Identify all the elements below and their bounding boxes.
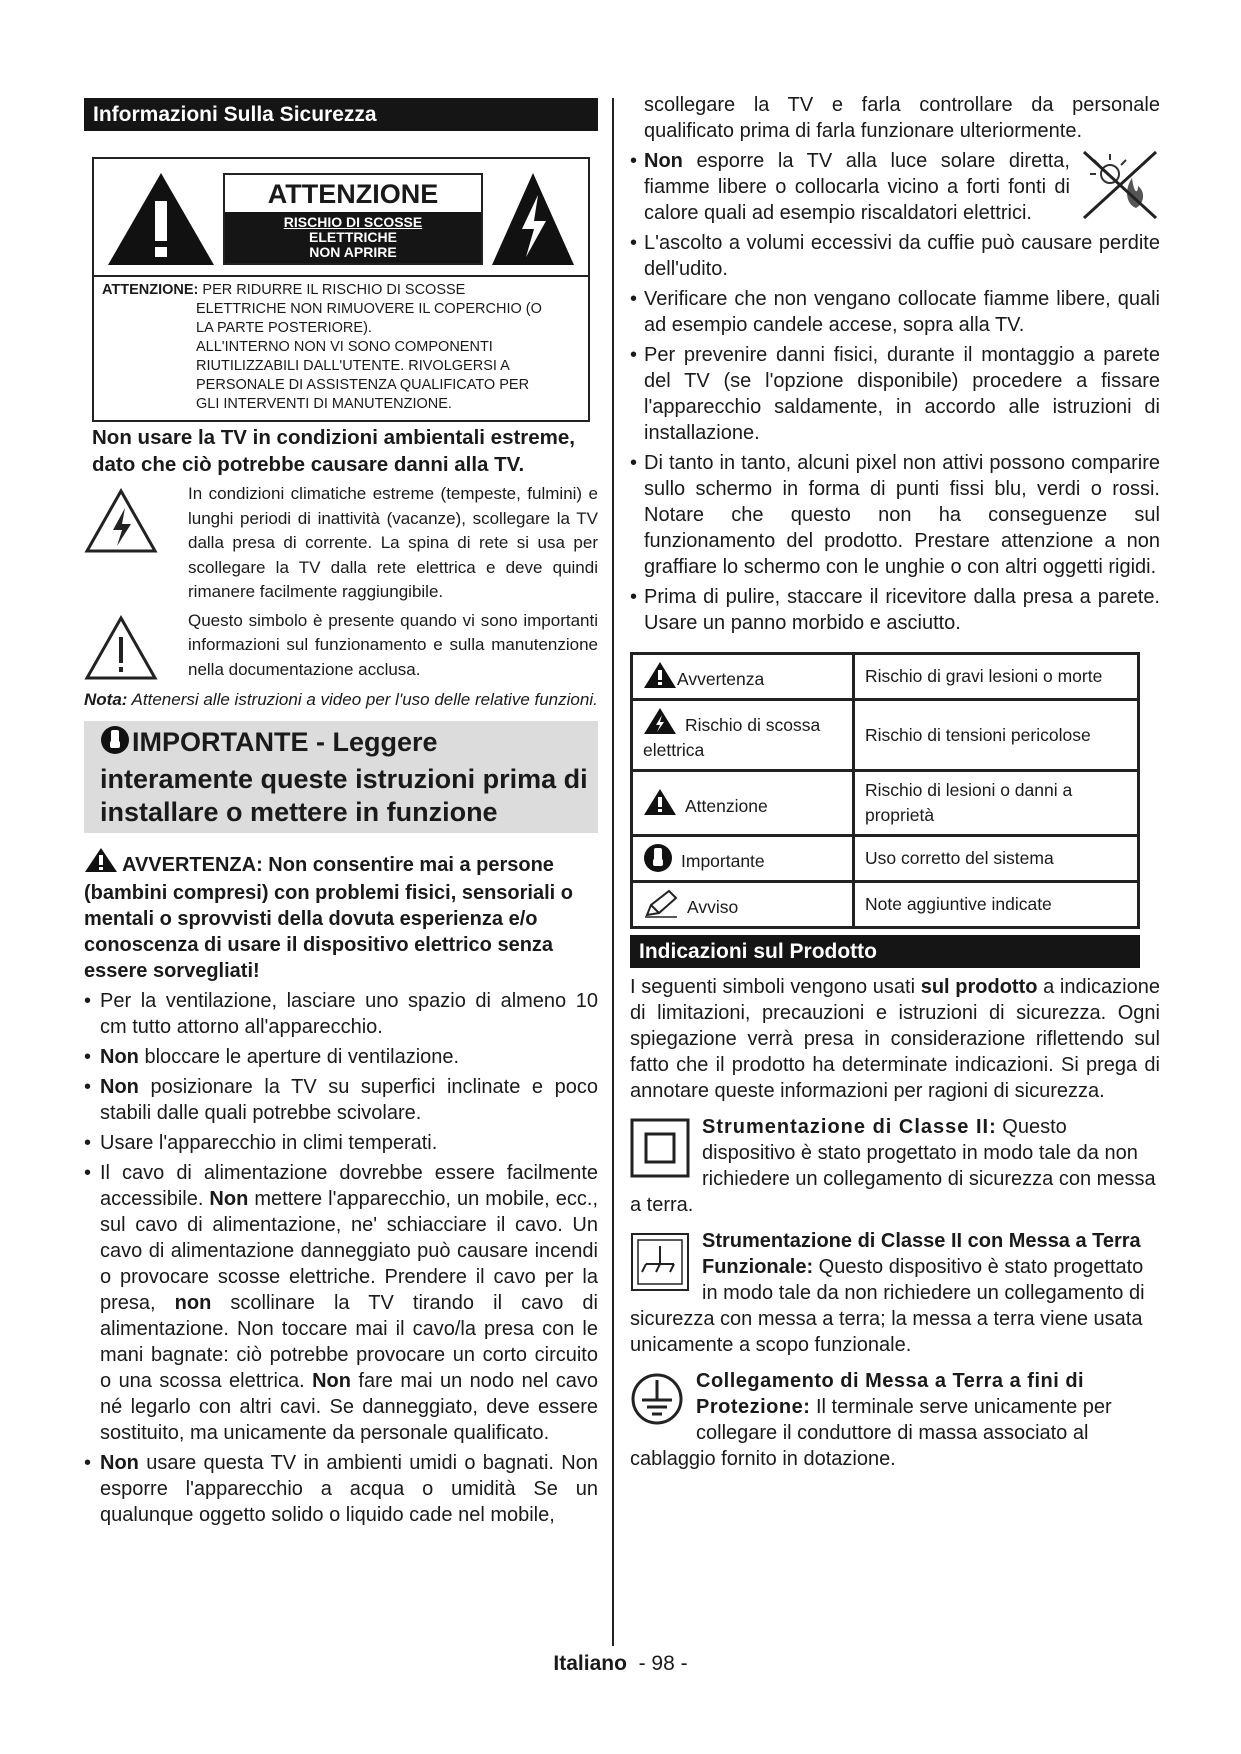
table-cell-label: Rischio di scossa elettrica [632,700,854,771]
exclamation-text: Questo simbolo è presente quando vi sono importanti informazioni sul funzionamento e sulla manutenzione nella documentazione acclusa. [188,610,598,679]
class2-functional-block [630,1228,1160,1358]
protective-earth-title: Collegamento di Messa a Terra a fini di Protezione: [696,1370,1085,1418]
table-row [632,882,1139,928]
safety-header: Informazioni Sulla Sicurezza [84,98,598,131]
table-cell-desc: Uso corretto del sistema [854,836,1139,882]
list-item: • L'ascolto a volumi eccessivi da cuffie può causare perdite dell'udito. [630,230,1160,282]
list-item: • Verificare che non vengano collocate fiamme libere, quali ad esempio candele accese, sopra alla TV. [630,286,1160,338]
attention-sub3: NON APRIRE [309,244,397,260]
important-box [84,721,598,833]
class2-icon [630,1118,690,1178]
warning-small-icon [84,847,118,880]
left-bullets [84,988,598,1528]
list-item: • Prima di pulire, staccare il ricevitore dalla presa a parete. Usare un panno morbido e asciutto. [630,584,1160,636]
warning-line6: PERSONALE DI ASSISTENZA QUALIFICATO PER [196,377,530,393]
table-cell-desc: Rischio di gravi lesioni o morte [854,654,1139,700]
warning-top [94,171,588,277]
warning-box [92,157,590,422]
table-cell-desc: Rischio di tensioni pericolose [854,700,1139,771]
note-label: Nota: [84,689,128,709]
list-item: • Non esporre la TV alla luce solare diretta, fiamme libere o collocarla vicino a forti fonti di calore quali ad esempio riscaldatori elettrici. [630,148,1160,226]
pencil-icon [643,889,679,919]
class2-functional-earth-icon [630,1232,690,1292]
table-row [632,771,1139,836]
attention-sub1: RISCHIO DI SCOSSE [283,214,423,230]
lightning-row [84,482,598,605]
symbol-table [630,652,1140,929]
list-item: • Il cavo di alimentazione dovrebbe essere facilmente accessibile. Non mettere l'apparecchio, un mobile, ecc., sul cavo di alimentazione, ne' schiacciare il cavo. Un cavo di alimentazione danneggiato può causare incendi o provocare scosse elettriche. Prendere il cavo per la presa, non scollinare la TV tirando il cavo di alimentazione. Non toccare mai il cavo/la presa con le mani bagnate: ciò potrebbe provocare un corto circuito o una scossa elettrica. Non fare mai un nodo nel cavo né legarlo con altri cavi. Se danneggiato, deve essere sostituito, ma unicamente da personale qualificato. [84,1160,598,1446]
important-title-text: IMPORTANTE - Leggere interamente queste istruzioni prima di installare o mettere in funzione [100,727,588,827]
warning-line4: ALL'INTERNO NON VI SONO COMPONENTI [196,339,493,355]
list-item: • Di tanto in tanto, alcuni pixel non attivi possono comparire sullo schermo in forma di punti fissi blu, verdi o rossi. Notare che questo non ha conseguenze sul funzionamento del prodotto. Prestare attenzione a non graffiare lo schermo con le unghie o con altri oggetti rigidi. [630,450,1160,580]
lightning-triangle-icon [490,171,576,267]
table-row [632,700,1139,771]
extreme-conditions-title: Non usare la TV in condizioni ambientali estreme, dato che ciò potrebbe causare danni alla TV. [92,426,576,476]
lightning-text: In condizioni climatiche estreme (tempeste, fulmini) e lunghi periodi di inattività (vacanze), scollegare la TV dalla presa di corrente. La spina di rete si usa per scollegare la TV dalla rete elettrica e deve quindi rimanere facilmente raggiungibile. [188,484,598,601]
warning-line7: GLI INTERVENTI DI MANUTENZIONE. [196,396,452,412]
warning-line5: RIUTILIZZABILI DALL'UTENTE. RIVOLGERSI A [196,358,510,374]
right-column [630,92,1160,1472]
page-footer [0,1652,1241,1676]
continued-text: scollegare la TV e farla controllare da personale qualificato prima di farla funzionare ulteriormente. [644,94,1160,142]
attention-subtitle [225,212,481,263]
no-sun-fire-icon [1080,148,1160,222]
important-icon [100,725,130,763]
list-item: • Non posizionare la TV su superfici inclinate e poco stabili dalle quali potrebbe scivolare. [84,1074,598,1126]
attention-label-box [223,173,483,265]
table-row [632,836,1139,882]
avvertenza-text: AVVERTENZA: Non consentire mai a persone (bambini compresi) con problemi fisici, sensoriali o mentali o sprovvisti della dovuta esperienza e/o conoscenza di usare il dispositivo elettrico senza essere sorvegliati! [84,854,573,982]
warning-icon [643,661,677,689]
warning-label: ATTENZIONE: [102,282,199,298]
attention-title: ATTENZIONE [267,179,439,209]
list-item: • Non bloccare le aperture di ventilazione. [84,1044,598,1070]
table-row [632,654,1139,700]
right-bullets [630,148,1160,636]
warning-line2: ELETTRICHE NON RIMUOVERE IL COPERCHIO (O [196,301,542,317]
shock-icon [643,707,677,735]
product-header: Indicazioni sul Prodotto [630,935,1140,968]
class2-functional-text: Questo dispositivo è stato progettato in modo tale da non richiedere un collegamento di sicurezza con messa a terra; la messa a terra viene usata unicamente a scopo funzionale. [630,1256,1145,1356]
exclamation-outline-icon [84,615,158,681]
page-number: - 98 - [638,1652,688,1675]
protective-earth-text: Il terminale serve unicamente per collegare il conduttore di massa associato al cablaggio fornito in dotazione. [630,1396,1112,1470]
protective-earth-icon [630,1372,684,1426]
table-cell-desc: Note aggiuntive indicate [854,882,1139,928]
exclamation-triangle-icon [106,171,216,267]
table-cell-label: Avviso [632,882,854,928]
important-hand-icon [643,843,673,873]
warning-text [102,281,580,414]
product-intro: I seguenti simboli vengono usati sul prodotto a indicazione di limitazioni, precauzioni e istruzioni di sicurezza. Ogni spiegazione verrà presa in considerazione riflettendo sul fatto che il prodotto ha determinate indicazioni. Si prega di annotare queste informazioni per ragioni di sicurezza. [630,976,1160,1102]
left-column [84,98,598,1528]
warning-line1: PER RIDURRE IL RISCHIO DI SCOSSE [202,282,466,298]
class2-functional-title: Strumentazione di Classe II con Messa a Terra Funzionale: [702,1230,1141,1278]
warning-line3: LA PARTE POSTERIORE). [196,320,372,336]
table-cell-desc: Rischio di lesioni o danni a proprietà [854,771,1139,836]
footer-language: Italiano [553,1652,627,1675]
note-text: Attenersi alle istruzioni a video per l'uso delle relative funzioni. [127,689,598,709]
avvertenza-paragraph [84,847,598,984]
protective-earth-block [630,1368,1160,1472]
attention-sub2: ELETTRICHE [309,229,397,245]
list-item: • Non usare questa TV in ambienti umidi o bagnati. Non esporre l'apparecchio a acqua o umidità Se un qualunque oggetto solido o liquido cade nel mobile, [84,1450,598,1528]
list-item: • Usare l'apparecchio in climi temperati. [84,1130,598,1156]
table-cell-label: Importante [632,836,854,882]
class2-text: Questo dispositivo è stato progettato in modo tale da non richiedere un collegamento di sicurezza con messa a terra. [630,1116,1156,1216]
class2-title: Strumentazione di Classe II: [702,1116,997,1138]
note [84,688,598,712]
list-item: • Per la ventilazione, lasciare uno spazio di almeno 10 cm tutto attorno all'apparecchio. [84,988,598,1040]
attention-icon [643,788,677,816]
list-item: • Per prevenire danni fisici, durante il montaggio a parete del TV (se l'opzione disponibile) procedere a fissare l'apparecchio saldamente, in accordo alle istruzioni di installazione. [630,342,1160,446]
exclamation-row [84,609,598,686]
table-cell-label: Avvertenza [632,654,854,700]
class2-block [630,1114,1160,1218]
table-cell-label: Attenzione [632,771,854,836]
lightning-outline-icon [84,488,158,554]
column-divider [612,98,614,1646]
